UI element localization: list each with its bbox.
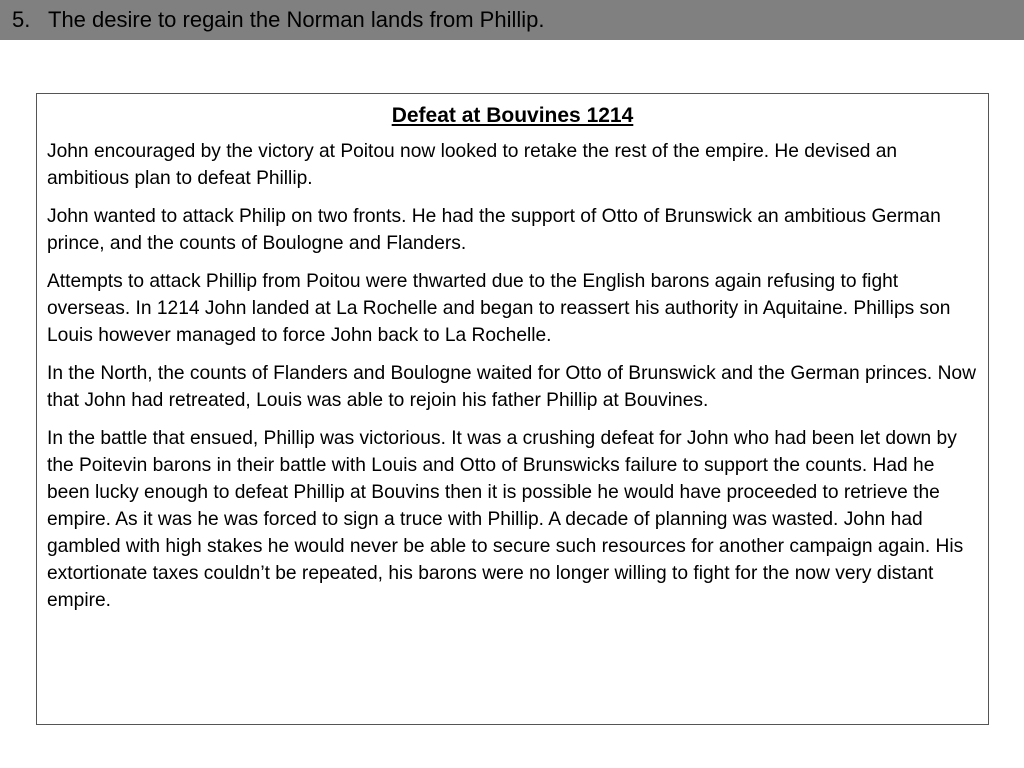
box-title: Defeat at Bouvines 1214 <box>391 104 634 127</box>
header-bar <box>0 0 1024 40</box>
header-title: The desire to regain the Norman lands from Phillip. <box>48 7 545 32</box>
paragraph-4: In the North, the counts of Flanders and Boulogne waited for Otto of Brunswick and the German princes. Now that John had retreated, Louis was able to rejoin his father Phillip at Bouvines. <box>47 363 976 411</box>
paragraph-2: John wanted to attack Philip on two fronts. He had the support of Otto of Brunswick an ambitious German prince, and the counts of Boulogne and Flanders. <box>47 206 941 254</box>
paragraph-5: In the battle that ensued, Phillip was victorious. It was a crushing defeat for John who had been let down by the Poitevin barons in their battle with Louis and Otto of Brunswicks failure to support the counts. Had he been lucky enough to defeat Phillip at Bouvins then it is possible he would have proceeded to retrieve the empire. As it was he was forced to sign a truce with Phillip. A decade of planning was wasted. John had gambled with high stakes he would never be able to secure such resources for another campaign again. His extortionate taxes couldn’t be repeated, his barons were no longer willing to fight for the now very distant empire. <box>47 428 964 611</box>
header-number: 5. <box>12 7 31 32</box>
paragraph-1: John encouraged by the victory at Poitou now looked to retake the rest of the empire. He devised an ambitious plan to defeat Phillip. <box>47 141 898 189</box>
paragraph-3: Attempts to attack Phillip from Poitou were thwarted due to the English barons again refusing to fight overseas. In 1214 John landed at La Rochelle and began to reassert his authority in Aquitaine. Phillips son Louis however managed to force John back to La Rochelle. <box>47 271 951 346</box>
content-box <box>36 93 989 725</box>
